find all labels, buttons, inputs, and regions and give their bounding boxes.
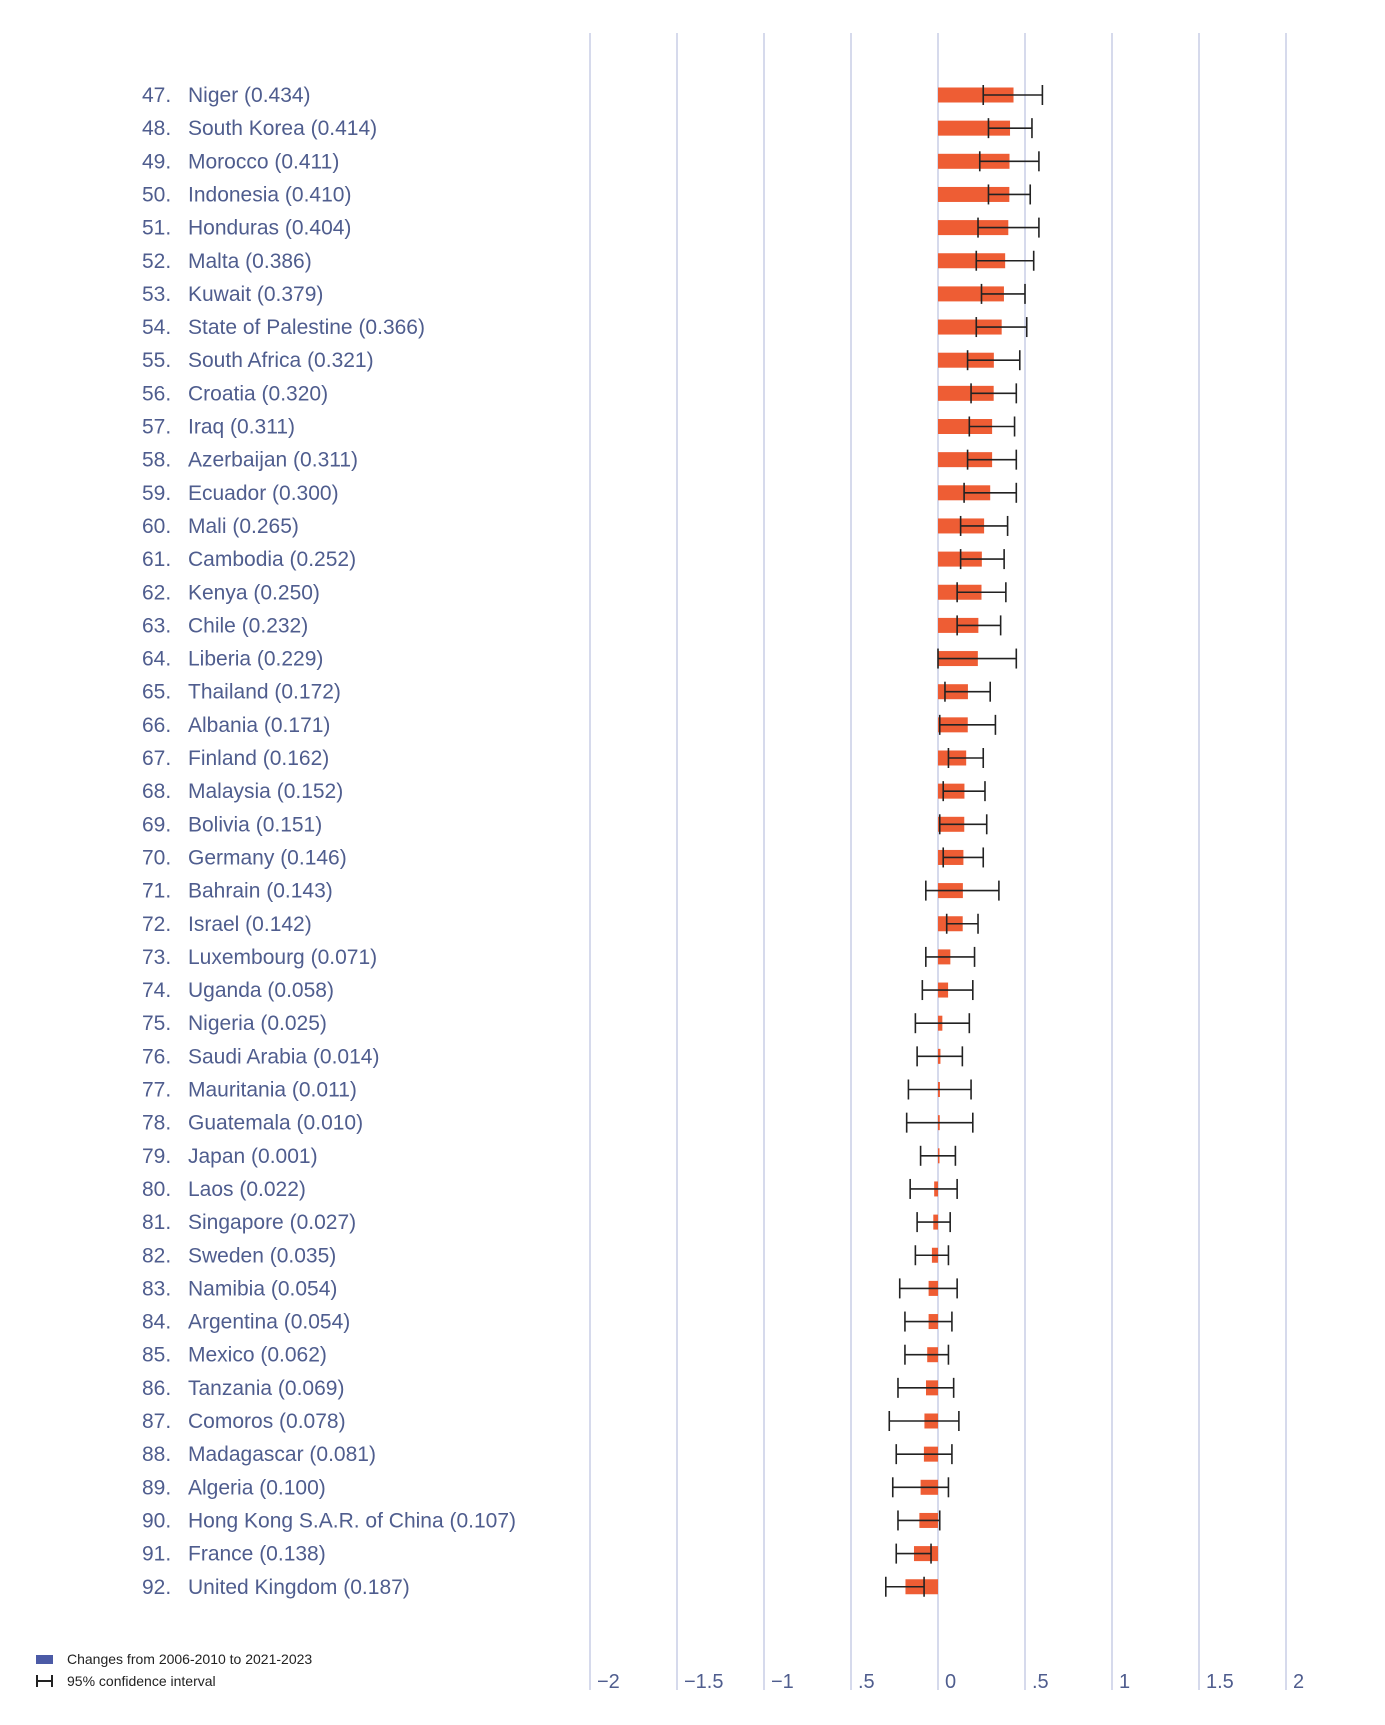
row-rank: 83. [142, 1277, 172, 1301]
row-label: Indonesia (0.410) [188, 183, 352, 207]
row-rank: 74. [142, 979, 172, 1003]
row-rank: 64. [142, 647, 172, 671]
x-tick-label: −1 [771, 1671, 794, 1693]
row-label: Kenya (0.250) [188, 581, 320, 605]
row-rank: 47. [142, 84, 172, 107]
row-rank: 51. [142, 216, 172, 240]
x-tick-label: 2 [1293, 1671, 1305, 1693]
row-rank: 78. [142, 1111, 172, 1135]
row-label: Madagascar (0.081) [188, 1443, 376, 1467]
row-rank: 48. [142, 117, 172, 141]
row-labels [142, 84, 516, 1599]
row-label: Japan (0.001) [188, 1144, 318, 1168]
row-label: South Korea (0.414) [188, 117, 378, 141]
row-rank: 59. [142, 481, 172, 505]
row-rank: 71. [142, 879, 172, 903]
row-rank: 53. [142, 282, 172, 306]
row-label: Luxembourg (0.071) [188, 945, 378, 969]
row-label: Malaysia (0.152) [188, 780, 344, 804]
row-rank: 49. [142, 150, 172, 174]
row-rank: 82. [142, 1244, 172, 1268]
row-rank: 86. [142, 1376, 172, 1400]
x-tick-label: .5 [858, 1671, 875, 1693]
row-rank: 84. [142, 1310, 172, 1334]
x-axis-ticks [597, 1671, 1304, 1693]
row-label: Malta (0.386) [188, 249, 312, 273]
row-rank: 87. [142, 1410, 172, 1433]
row-label: United Kingdom (0.187) [188, 1575, 410, 1599]
row-rank: 56. [142, 382, 172, 406]
row-rank: 62. [142, 581, 172, 605]
row-label: Honduras (0.404) [188, 216, 352, 240]
row-rank: 88. [142, 1443, 172, 1467]
row-label: Bolivia (0.151) [188, 813, 323, 837]
row-label: Nigeria (0.025) [188, 1012, 327, 1036]
x-tick-label: −2 [597, 1671, 620, 1693]
row-label: Germany (0.146) [188, 846, 347, 870]
row-rank: 55. [142, 349, 172, 373]
row-label: Ecuador (0.300) [188, 481, 339, 505]
row-label: Tanzania (0.069) [188, 1376, 345, 1400]
row-label: Argentina (0.054) [188, 1310, 351, 1334]
row-rank: 57. [142, 415, 172, 439]
x-tick-label: 1 [1119, 1671, 1131, 1693]
row-rank: 91. [142, 1542, 172, 1566]
row-rank: 79. [142, 1144, 172, 1168]
row-label: Sweden (0.035) [188, 1244, 337, 1268]
x-tick-label: 1.5 [1206, 1671, 1234, 1693]
row-label: Iraq (0.311) [188, 415, 295, 439]
row-label: Croatia (0.320) [188, 382, 329, 406]
row-rank: 69. [142, 813, 172, 837]
row-rank: 72. [142, 912, 172, 936]
x-tick-label: −1.5 [684, 1671, 724, 1693]
row-label: Albania (0.171) [188, 713, 331, 737]
row-label: Mali (0.265) [188, 514, 299, 538]
row-label: Israel (0.142) [188, 912, 312, 936]
row-label: Guatemala (0.010) [188, 1111, 364, 1135]
legend-item-changes [36, 1648, 312, 1670]
row-label: Thailand (0.172) [188, 680, 341, 704]
row-label: Uganda (0.058) [188, 979, 334, 1003]
row-label: State of Palestine (0.366) [188, 316, 425, 340]
row-label: Saudi Arabia (0.014) [188, 1045, 380, 1069]
row-rank: 70. [142, 846, 172, 870]
x-tick-label: .5 [1032, 1671, 1049, 1693]
row-rank: 76. [142, 1045, 172, 1069]
row-label: Cambodia (0.252) [188, 548, 357, 572]
row-label: France (0.138) [188, 1542, 326, 1566]
row-label: Niger (0.434) [188, 84, 311, 107]
row-rank: 89. [142, 1476, 172, 1500]
row-rank: 81. [142, 1211, 172, 1235]
row-label: Algeria (0.100) [188, 1476, 326, 1500]
row-rank: 77. [142, 1078, 172, 1102]
x-tick-label: 0 [945, 1671, 957, 1693]
row-label: Azerbaijan (0.311) [188, 448, 359, 472]
legend-ci-label: 95% confidence interval [67, 1673, 216, 1689]
row-label: Mauritania (0.011) [188, 1078, 357, 1102]
row-rank: 92. [142, 1575, 172, 1599]
row-rank: 50. [142, 183, 172, 207]
row-rank: 58. [142, 448, 172, 472]
legend-swatch [36, 1655, 53, 1664]
row-rank: 60. [142, 514, 172, 538]
row-label: Liberia (0.229) [188, 647, 324, 671]
bars-and-intervals [886, 85, 1043, 1597]
row-label: Morocco (0.411) [188, 150, 340, 174]
legend-item-ci [36, 1670, 312, 1692]
row-rank: 67. [142, 747, 172, 770]
row-rank: 66. [142, 713, 172, 737]
row-label: Laos (0.022) [188, 1177, 306, 1201]
row-label: Hong Kong S.A.R. of China (0.107) [188, 1509, 517, 1533]
row-rank: 52. [142, 249, 172, 273]
row-rank: 90. [142, 1509, 172, 1533]
row-label: Bahrain (0.143) [188, 879, 333, 903]
row-rank: 85. [142, 1343, 172, 1367]
row-rank: 68. [142, 780, 172, 804]
row-rank: 65. [142, 680, 172, 704]
row-rank: 61. [142, 548, 172, 572]
row-rank: 54. [142, 316, 172, 340]
legend-bar-label: Changes from 2006-2010 to 2021-2023 [67, 1651, 313, 1667]
confidence-interval-icon [36, 1675, 53, 1687]
row-label: Namibia (0.054) [188, 1277, 338, 1301]
row-label: Chile (0.232) [188, 614, 309, 638]
row-label: Kuwait (0.379) [188, 282, 324, 306]
row-rank: 80. [142, 1177, 172, 1201]
row-label: Singapore (0.027) [188, 1211, 357, 1235]
row-label: Comoros (0.078) [188, 1410, 346, 1433]
row-rank: 73. [142, 945, 172, 969]
row-rank: 63. [142, 614, 172, 638]
row-label: Mexico (0.062) [188, 1343, 327, 1367]
row-label: Finland (0.162) [188, 747, 330, 770]
legend [36, 1648, 312, 1692]
row-rank: 75. [142, 1012, 172, 1036]
row-label: South Africa (0.321) [188, 349, 374, 373]
